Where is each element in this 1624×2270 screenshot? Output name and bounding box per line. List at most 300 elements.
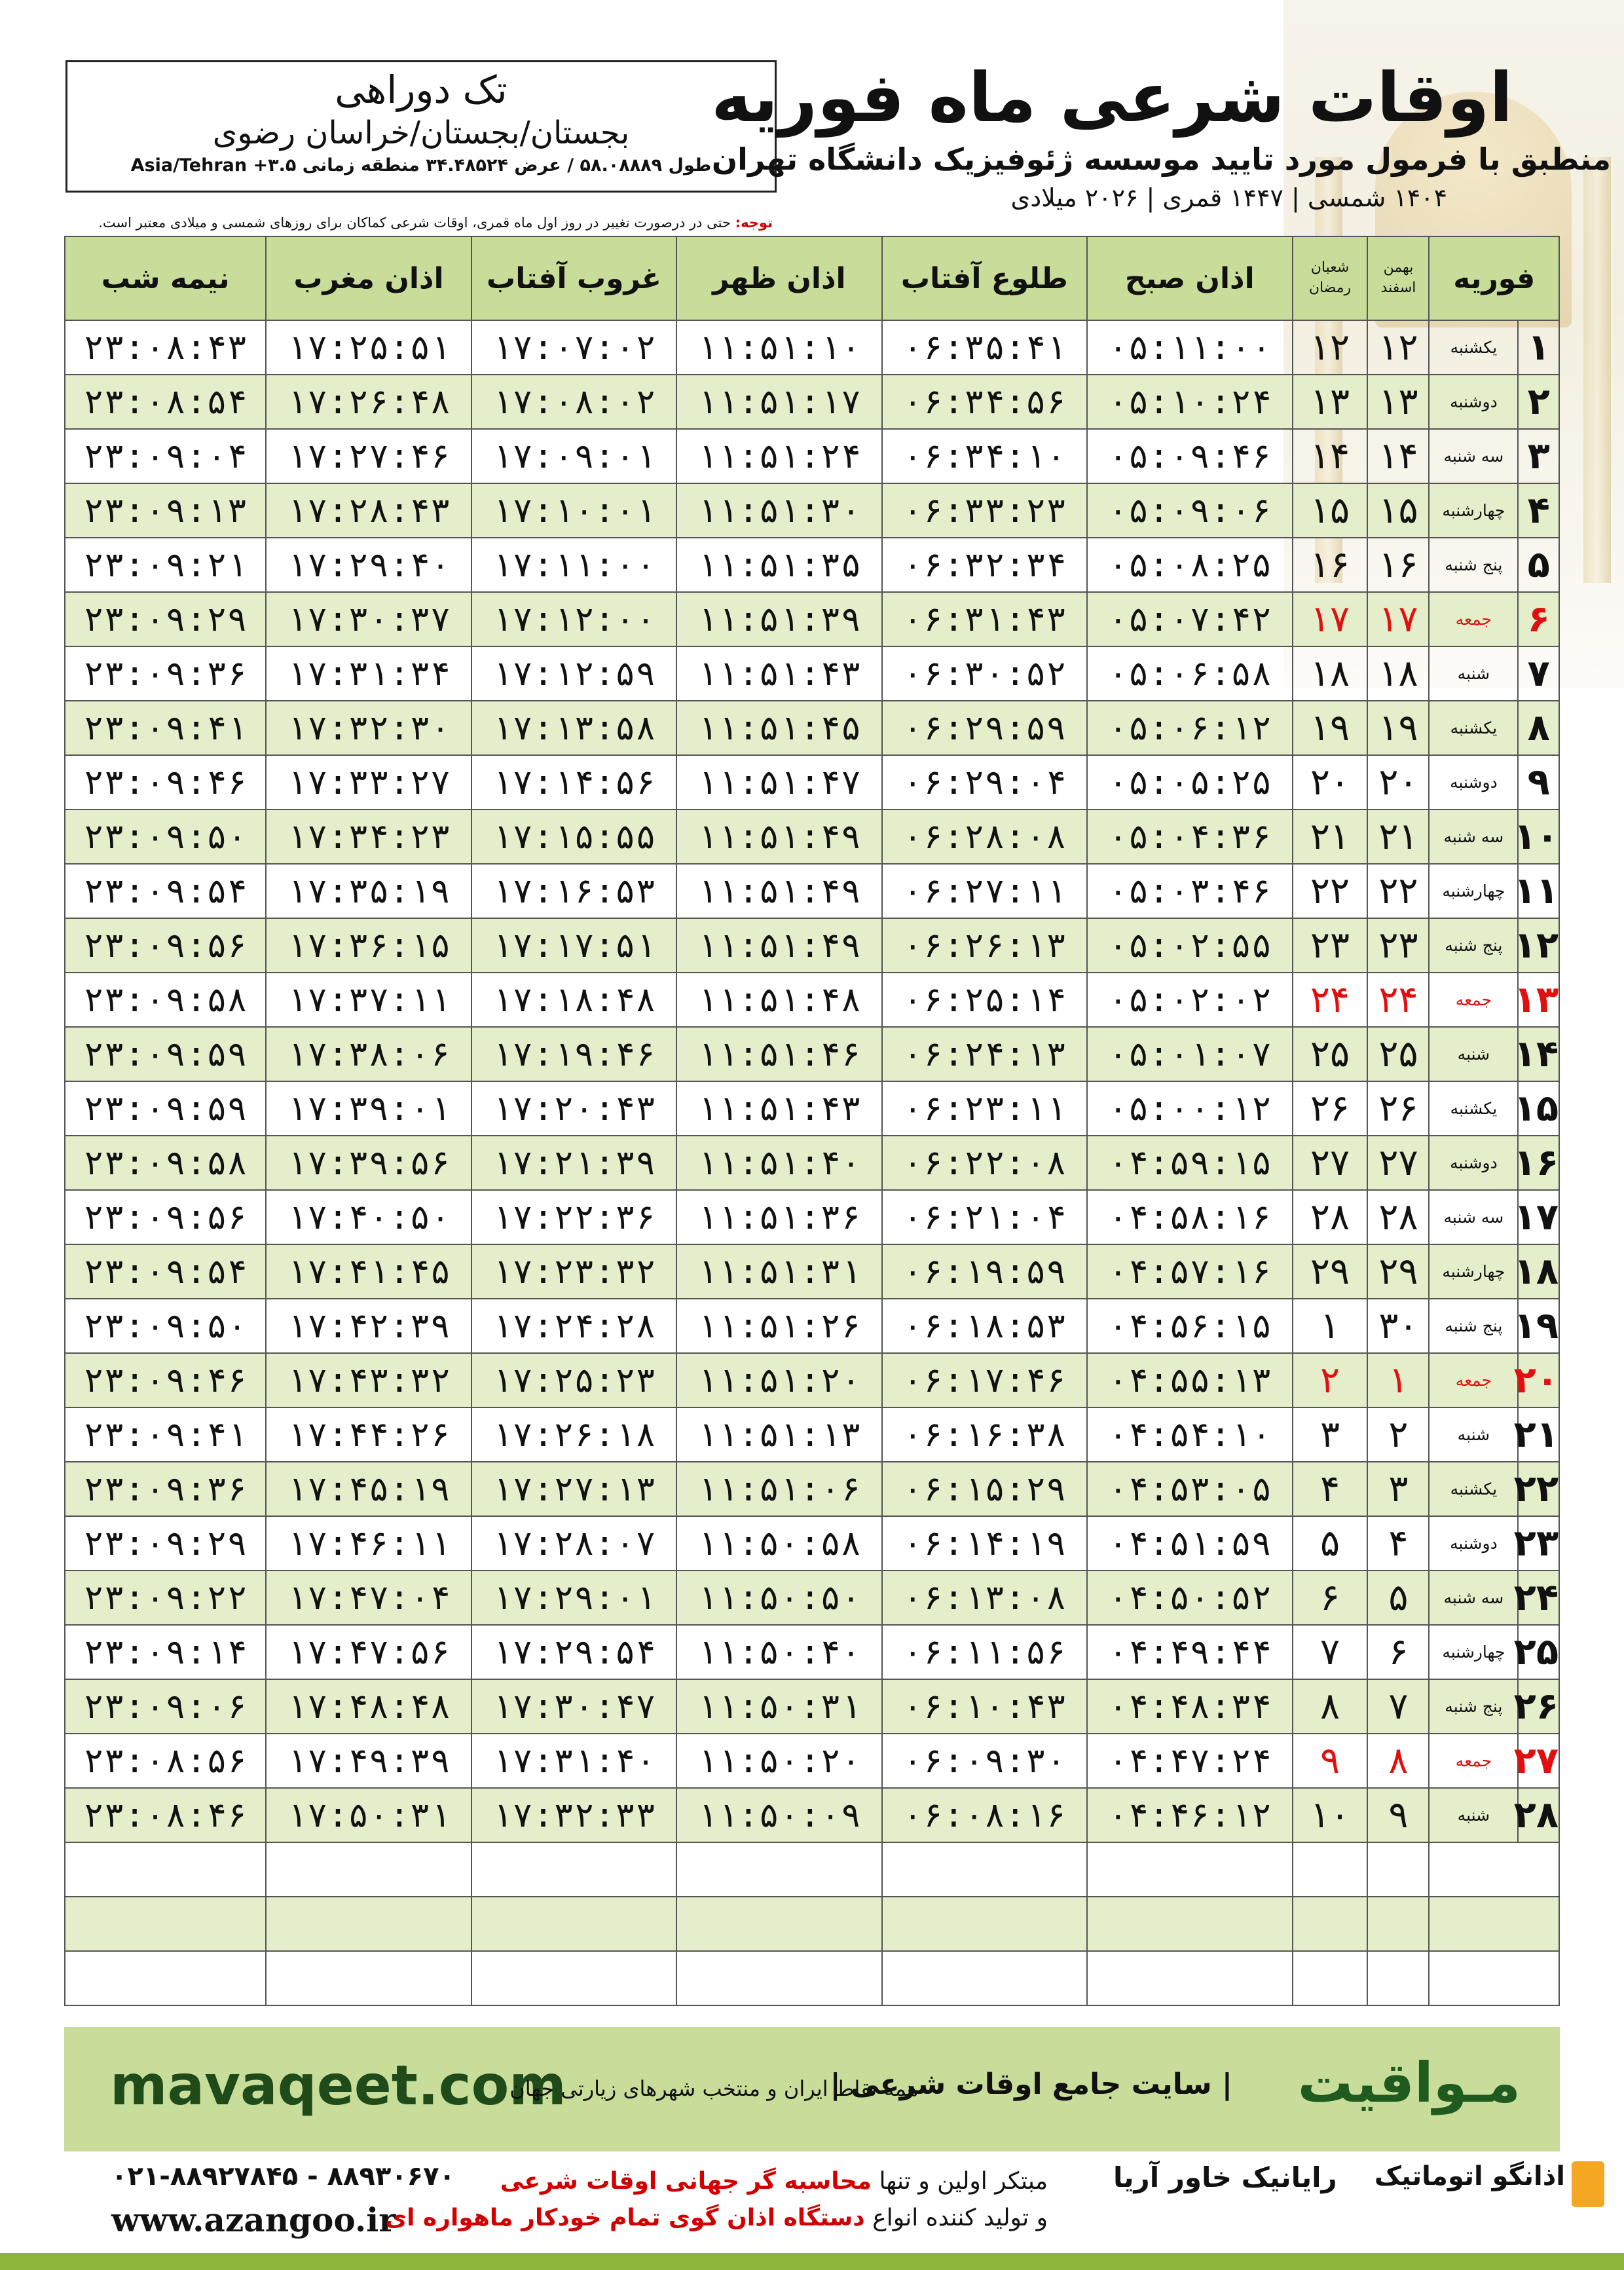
empty-cell (471, 1897, 676, 1951)
empty-cell (1087, 1842, 1292, 1897)
table-row (65, 1625, 1559, 1679)
lunar-day: ۲۱ (1293, 809, 1368, 864)
page-title: اوقات شرعی ماه فوریه (711, 58, 1513, 138)
lunar-day: ۲۰ (1293, 755, 1368, 809)
maghrib-time: ۱۷:۲۹:۴۰ (266, 538, 471, 592)
empty-cell (676, 1842, 881, 1897)
sunrise-time: ۰۶:۳۴:۱۰ (882, 429, 1087, 483)
bottom-strip (0, 2253, 1624, 2270)
lunar-day: ۱۷ (1293, 592, 1368, 646)
header-dhuhr: اذان ظهر (676, 236, 881, 320)
fajr-time: ۰۵:۰۹:۰۶ (1087, 483, 1292, 538)
fajr-time: ۰۵:۱۱:۰۰ (1087, 320, 1292, 375)
maghrib-time: ۱۷:۳۹:۰۱ (266, 1081, 471, 1136)
weekday: یکشنبه (1429, 320, 1518, 375)
table-row (65, 701, 1559, 755)
lunar-day: ۳ (1293, 1407, 1368, 1462)
sunrise-time: ۰۶:۲۱:۰۴ (882, 1190, 1087, 1244)
table-row (65, 1353, 1559, 1407)
empty-row (65, 1842, 1559, 1897)
solar-day: ۱۴ (1367, 429, 1429, 483)
header-maghrib: اذان مغرب (266, 236, 471, 320)
sunrise-time: ۰۶:۱۰:۴۳ (882, 1679, 1087, 1734)
fajr-time: ۰۵:۰۰:۱۲ (1087, 1081, 1292, 1136)
day-number: ۱۰ (1518, 809, 1559, 864)
maghrib-time: ۱۷:۳۲:۳۰ (266, 701, 471, 755)
weekday: جمعه (1429, 973, 1518, 1027)
phone-numbers: ۰۲۱-۸۸۹۲۷۸۴۵ - ۸۸۹۳۰۶۷۰ (111, 2161, 455, 2191)
lunar-day: ۲۵ (1293, 1027, 1368, 1081)
dhuhr-time: ۱۱:۵۱:۲۴ (676, 429, 881, 483)
day-number: ۹ (1518, 755, 1559, 809)
sunset-time: ۱۷:۳۱:۴۰ (471, 1734, 676, 1788)
sunset-time: ۱۷:۱۴:۵۶ (471, 755, 676, 809)
table-row (65, 1244, 1559, 1299)
day-number: ۲۲ (1518, 1462, 1559, 1516)
day-number: ۷ (1518, 646, 1559, 701)
maghrib-time: ۱۷:۴۹:۳۹ (266, 1734, 471, 1788)
midnight-time: ۲۳:۰۹:۰۶ (65, 1679, 266, 1734)
table-row (65, 1462, 1559, 1516)
lunar-day: ۲۶ (1293, 1081, 1368, 1136)
empty-cell (471, 1951, 676, 2005)
lunar-day: ۲۲ (1293, 864, 1368, 918)
weekday: سه شنبه (1429, 809, 1518, 864)
calendar-years: ۱۴۰۴ شمسی | ۱۴۴۷ قمری | ۲۰۲۶ میلادی (1010, 183, 1447, 212)
solar-day: ۷ (1367, 1679, 1429, 1734)
weekday: شنبه (1429, 646, 1518, 701)
midnight-time: ۲۳:۰۸:۴۶ (65, 1788, 266, 1842)
site-url[interactable]: mavaqeet.com (110, 2053, 566, 2117)
empty-cell (1087, 1897, 1292, 1951)
sunrise-time: ۰۶:۲۳:۱۱ (882, 1081, 1087, 1136)
lunar-day: ۱۴ (1293, 429, 1368, 483)
sunrise-time: ۰۶:۲۸:۰۸ (882, 809, 1087, 864)
lunar-day: ۲۳ (1293, 918, 1368, 973)
weekday: شنبه (1429, 1407, 1518, 1462)
empty-cell (1293, 1951, 1368, 2005)
sunrise-time: ۰۶:۲۶:۱۳ (882, 918, 1087, 973)
empty-cell (676, 1951, 881, 2005)
dhuhr-time: ۱۱:۵۱:۰۶ (676, 1462, 881, 1516)
maghrib-time: ۱۷:۲۸:۴۳ (266, 483, 471, 538)
day-number: ۵ (1518, 538, 1559, 592)
day-number: ۲۱ (1518, 1407, 1559, 1462)
solar-day: ۱ (1367, 1353, 1429, 1407)
fajr-time: ۰۴:۵۳:۰۵ (1087, 1462, 1292, 1516)
empty-cell (65, 1897, 266, 1951)
maghrib-time: ۱۷:۳۳:۲۷ (266, 755, 471, 809)
solar-day: ۴ (1367, 1516, 1429, 1571)
midnight-time: ۲۳:۰۹:۰۴ (65, 429, 266, 483)
solar-day: ۱۳ (1367, 375, 1429, 429)
midnight-time: ۲۳:۰۹:۵۴ (65, 1244, 266, 1299)
maghrib-time: ۱۷:۲۷:۴۶ (266, 429, 471, 483)
dhuhr-time: ۱۱:۵۱:۳۱ (676, 1244, 881, 1299)
weekday: جمعه (1429, 592, 1518, 646)
sunset-time: ۱۷:۱۰:۰۱ (471, 483, 676, 538)
sunset-time: ۱۷:۲۷:۱۳ (471, 1462, 676, 1516)
midnight-time: ۲۳:۰۹:۲۹ (65, 1516, 266, 1571)
lunar-day: ۱۸ (1293, 646, 1368, 701)
sunset-time: ۱۷:۲۸:۰۷ (471, 1516, 676, 1571)
sunrise-time: ۰۶:۲۹:۵۹ (882, 701, 1087, 755)
dhuhr-time: ۱۱:۵۱:۳۵ (676, 538, 881, 592)
fajr-time: ۰۵:۰۶:۵۸ (1087, 646, 1292, 701)
solar-day: ۹ (1367, 1788, 1429, 1842)
sunset-time: ۱۷:۱۵:۵۵ (471, 809, 676, 864)
lunar-day: ۴ (1293, 1462, 1368, 1516)
sunset-time: ۱۷:۲۵:۲۳ (471, 1353, 676, 1407)
midnight-time: ۲۳:۰۹:۵۶ (65, 1190, 266, 1244)
day-number: ۲۴ (1518, 1571, 1559, 1625)
maghrib-time: ۱۷:۴۷:۰۴ (266, 1571, 471, 1625)
fajr-time: ۰۵:۰۸:۲۵ (1087, 538, 1292, 592)
empty-cell (1429, 1897, 1559, 1951)
sunrise-time: ۰۶:۳۵:۴۱ (882, 320, 1087, 375)
empty-cell (65, 1951, 266, 2005)
maghrib-time: ۱۷:۲۶:۴۸ (266, 375, 471, 429)
fajr-time: ۰۵:۰۵:۲۵ (1087, 755, 1292, 809)
dhuhr-time: ۱۱:۵۱:۴۶ (676, 1027, 881, 1081)
lunar-day: ۱۶ (1293, 538, 1368, 592)
weekday: سه شنبه (1429, 1571, 1518, 1625)
lunar-day: ۱۵ (1293, 483, 1368, 538)
day-number: ۱۴ (1518, 1027, 1559, 1081)
sunset-time: ۱۷:۲۹:۰۱ (471, 1571, 676, 1625)
dhuhr-time: ۱۱:۵۱:۱۰ (676, 320, 881, 375)
weekday: یکشنبه (1429, 1462, 1518, 1516)
solar-day: ۲۴ (1367, 973, 1429, 1027)
solar-day: ۱۲ (1367, 320, 1429, 375)
maghrib-time: ۱۷:۴۴:۲۶ (266, 1407, 471, 1462)
lunar-day: ۷ (1293, 1625, 1368, 1679)
dhuhr-time: ۱۱:۵۰:۵۰ (676, 1571, 881, 1625)
solar-day: ۲۷ (1367, 1136, 1429, 1190)
day-number: ۲۶ (1518, 1679, 1559, 1734)
dhuhr-time: ۱۱:۵۱:۳۹ (676, 592, 881, 646)
midnight-time: ۲۳:۰۹:۵۰ (65, 809, 266, 864)
sunset-time: ۱۷:۲۱:۳۹ (471, 1136, 676, 1190)
weekday: چهارشنبه (1429, 864, 1518, 918)
header-month: فوریه (1429, 236, 1559, 320)
solar-day: ۲ (1367, 1407, 1429, 1462)
fajr-time: ۰۵:۰۳:۴۶ (1087, 864, 1292, 918)
empty-cell (1367, 1897, 1429, 1951)
maghrib-time: ۱۷:۳۴:۲۳ (266, 809, 471, 864)
solar-day: ۲۵ (1367, 1027, 1429, 1081)
table-row (65, 1190, 1559, 1244)
maghrib-time: ۱۷:۳۵:۱۹ (266, 864, 471, 918)
fajr-time: ۰۴:۵۵:۱۳ (1087, 1353, 1292, 1407)
midnight-time: ۲۳:۰۹:۱۴ (65, 1625, 266, 1679)
dhuhr-time: ۱۱:۵۱:۲۰ (676, 1353, 881, 1407)
weekday: یکشنبه (1429, 701, 1518, 755)
midnight-time: ۲۳:۰۹:۵۶ (65, 918, 266, 973)
solar-day: ۵ (1367, 1571, 1429, 1625)
table-row (65, 320, 1559, 375)
dhuhr-time: ۱۱:۵۱:۳۰ (676, 483, 881, 538)
brand-name: مـواقیت (1297, 2051, 1521, 2115)
maghrib-time: ۱۷:۴۵:۱۹ (266, 1462, 471, 1516)
table-row (65, 1734, 1559, 1788)
fajr-time: ۰۴:۵۶:۱۵ (1087, 1299, 1292, 1353)
maghrib-time: ۱۷:۴۸:۴۸ (266, 1679, 471, 1734)
empty-cell (1293, 1842, 1368, 1897)
maghrib-time: ۱۷:۲۵:۵۱ (266, 320, 471, 375)
lunar-day: ۲ (1293, 1353, 1368, 1407)
brand-description: همه نقاط ایران و منتخب شهرهای زیارتی جهان (509, 2076, 918, 2101)
sunset-time: ۱۷:۲۳:۳۲ (471, 1244, 676, 1299)
solar-day: ۲۹ (1367, 1244, 1429, 1299)
dhuhr-time: ۱۱:۵۰:۲۰ (676, 1734, 881, 1788)
solar-day: ۳۰ (1367, 1299, 1429, 1353)
sunrise-time: ۰۶:۳۱:۴۳ (882, 592, 1087, 646)
solar-day: ۶ (1367, 1625, 1429, 1679)
rayanik-logo: رایانیک خاور آریا (1113, 2161, 1337, 2193)
note-text: حتی در درصورت تغییر در روز اول ماه قمری، اوقات شرعی کماکان برای روزهای شمسی و میلادی معتبر است. (98, 215, 731, 231)
minaret-image (1583, 157, 1611, 583)
table-row (65, 1788, 1559, 1842)
header-midnight: نیمه شب (65, 236, 266, 320)
maghrib-time: ۱۷:۴۱:۴۵ (266, 1244, 471, 1299)
table-row (65, 1027, 1559, 1081)
location-box (65, 60, 777, 193)
dhuhr-time: ۱۱:۵۱:۱۷ (676, 375, 881, 429)
coordinates: طول ۵۸.۰۸۸۸۹ / عرض ۳۴.۴۸۵۲۴ منطقه زمانی ۳.۵+ Asia/Tehran (130, 155, 712, 176)
solar-day: ۲۶ (1367, 1081, 1429, 1136)
header-lunar: شعبان رمضان (1293, 236, 1368, 320)
midnight-time: ۲۳:۰۹:۵۰ (65, 1299, 266, 1353)
azangoo-url[interactable]: www.azangoo.ir (111, 2201, 396, 2239)
table-row (65, 1081, 1559, 1136)
solar-day: ۱۵ (1367, 483, 1429, 538)
empty-cell (1429, 1951, 1559, 2005)
day-number: ۲ (1518, 375, 1559, 429)
header-sunrise: طلوع آفتاب (882, 236, 1087, 320)
empty-cell (266, 1951, 471, 2005)
table-header (65, 236, 1559, 320)
table-row (65, 755, 1559, 809)
dhuhr-time: ۱۱:۵۱:۴۰ (676, 1136, 881, 1190)
midnight-time: ۲۳:۰۹:۴۱ (65, 1407, 266, 1462)
lunar-day: ۲۸ (1293, 1190, 1368, 1244)
sunrise-time: ۰۶:۲۲:۰۸ (882, 1136, 1087, 1190)
sunset-time: ۱۷:۱۱:۰۰ (471, 538, 676, 592)
solar-day: ۱۸ (1367, 646, 1429, 701)
solar-day: ۱۷ (1367, 592, 1429, 646)
fajr-time: ۰۴:۴۸:۳۴ (1087, 1679, 1292, 1734)
weekday: سه شنبه (1429, 429, 1518, 483)
sunrise-time: ۰۶:۱۸:۵۳ (882, 1299, 1087, 1353)
sunset-time: ۱۷:۱۲:۵۹ (471, 646, 676, 701)
midnight-time: ۲۳:۰۹:۲۹ (65, 592, 266, 646)
dhuhr-time: ۱۱:۵۱:۴۹ (676, 864, 881, 918)
table-row (65, 809, 1559, 864)
midnight-time: ۲۳:۰۸:۵۴ (65, 375, 266, 429)
table-row (65, 1136, 1559, 1190)
fajr-time: ۰۵:۰۴:۳۶ (1087, 809, 1292, 864)
weekday: پنج شنبه (1429, 1299, 1518, 1353)
lunar-day: ۱۳ (1293, 375, 1368, 429)
lunar-day: ۱۰ (1293, 1788, 1368, 1842)
midnight-time: ۲۳:۰۸:۴۳ (65, 320, 266, 375)
midnight-time: ۲۳:۰۹:۴۱ (65, 701, 266, 755)
dhuhr-time: ۱۱:۵۱:۴۷ (676, 755, 881, 809)
table-row (65, 429, 1559, 483)
table-body (65, 320, 1559, 2005)
day-number: ۲۸ (1518, 1788, 1559, 1842)
fajr-time: ۰۵:۰۱:۰۷ (1087, 1027, 1292, 1081)
about-1-highlight: محاسبه گر جهانی اوقات شرعی (500, 2168, 872, 2195)
fajr-time: ۰۵:۰۶:۱۲ (1087, 701, 1292, 755)
solar-day: ۱۶ (1367, 538, 1429, 592)
sunset-time: ۱۷:۱۷:۵۱ (471, 918, 676, 973)
table-row (65, 1407, 1559, 1462)
dhuhr-time: ۱۱:۵۱:۴۹ (676, 809, 881, 864)
dhuhr-time: ۱۱:۵۱:۴۳ (676, 646, 881, 701)
sunset-time: ۱۷:۱۶:۵۳ (471, 864, 676, 918)
fajr-time: ۰۴:۵۴:۱۰ (1087, 1407, 1292, 1462)
weekday: دوشنبه (1429, 375, 1518, 429)
solar-day: ۸ (1367, 1734, 1429, 1788)
lunar-day: ۲۹ (1293, 1244, 1368, 1299)
sunrise-time: ۰۶:۳۲:۳۴ (882, 538, 1087, 592)
empty-row (65, 1897, 1559, 1951)
fajr-time: ۰۵:۰۲:۵۵ (1087, 918, 1292, 973)
header-fajr: اذان صبح (1087, 236, 1292, 320)
sunrise-time: ۰۶:۱۵:۲۹ (882, 1462, 1087, 1516)
dhuhr-time: ۱۱:۵۰:۳۱ (676, 1679, 881, 1734)
midnight-time: ۲۳:۰۹:۱۳ (65, 483, 266, 538)
page-subtitle: منطبق با فرمول مورد تایید موسسه ژئوفیزیک دانشگاه تهران (711, 141, 1611, 177)
solar-day: ۳ (1367, 1462, 1429, 1516)
table-row (65, 646, 1559, 701)
lunar-day: ۹ (1293, 1734, 1368, 1788)
fajr-time: ۰۵:۰۷:۴۲ (1087, 592, 1292, 646)
dhuhr-time: ۱۱:۵۱:۴۵ (676, 701, 881, 755)
day-number: ۱ (1518, 320, 1559, 375)
midnight-time: ۲۳:۰۹:۳۶ (65, 646, 266, 701)
prayer-times-table (64, 236, 1560, 2006)
dhuhr-time: ۱۱:۵۱:۴۳ (676, 1081, 881, 1136)
maghrib-time: ۱۷:۳۰:۳۷ (266, 592, 471, 646)
maghrib-time: ۱۷:۳۶:۱۵ (266, 918, 471, 973)
day-number: ۱۵ (1518, 1081, 1559, 1136)
dhuhr-time: ۱۱:۵۱:۲۶ (676, 1299, 881, 1353)
day-number: ۶ (1518, 592, 1559, 646)
region-name: بجستان/بجستان/خراسان رضوی (212, 115, 630, 151)
sunrise-time: ۰۶:۲۹:۰۴ (882, 755, 1087, 809)
lunar-day: ۲۷ (1293, 1136, 1368, 1190)
day-number: ۱۶ (1518, 1136, 1559, 1190)
maghrib-time: ۱۷:۴۲:۳۹ (266, 1299, 471, 1353)
maghrib-time: ۱۷:۴۳:۳۲ (266, 1353, 471, 1407)
about-2-highlight: دستگاه اذان گوی تمام خودکار ماهواره ای (385, 2205, 865, 2231)
lunar-day: ۸ (1293, 1679, 1368, 1734)
weekday: چهارشنبه (1429, 1625, 1518, 1679)
weekday: دوشنبه (1429, 755, 1518, 809)
lunar-day: ۱ (1293, 1299, 1368, 1353)
sunset-time: ۱۷:۰۸:۰۲ (471, 375, 676, 429)
maghrib-time: ۱۷:۳۸:۰۶ (266, 1027, 471, 1081)
sunrise-time: ۰۶:۱۱:۵۶ (882, 1625, 1087, 1679)
fajr-time: ۰۴:۴۹:۴۴ (1087, 1625, 1292, 1679)
about-2-text: و تولید کننده انواع (864, 2205, 1048, 2231)
sunset-time: ۱۷:۰۷:۰۲ (471, 320, 676, 375)
table-row (65, 918, 1559, 973)
solar-day: ۲۸ (1367, 1190, 1429, 1244)
dhuhr-time: ۱۱:۵۱:۴۹ (676, 918, 881, 973)
table-row (65, 538, 1559, 592)
maghrib-time: ۱۷:۵۰:۳۱ (266, 1788, 471, 1842)
sunrise-time: ۰۶:۳۴:۵۶ (882, 375, 1087, 429)
weekday: دوشنبه (1429, 1516, 1518, 1571)
solar-day: ۲۳ (1367, 918, 1429, 973)
sunrise-time: ۰۶:۳۰:۵۲ (882, 646, 1087, 701)
weekday: چهارشنبه (1429, 1244, 1518, 1299)
maghrib-time: ۱۷:۴۰:۵۰ (266, 1190, 471, 1244)
weekday: دوشنبه (1429, 1136, 1518, 1190)
empty-cell (882, 1951, 1087, 2005)
dhuhr-time: ۱۱:۵۱:۱۳ (676, 1407, 881, 1462)
midnight-time: ۲۳:۰۹:۵۹ (65, 1081, 266, 1136)
table-row (65, 1299, 1559, 1353)
day-number: ۱۹ (1518, 1299, 1559, 1353)
day-number: ۲۳ (1518, 1516, 1559, 1571)
header-sunset: غروب آفتاب (471, 236, 676, 320)
maghrib-time: ۱۷:۴۷:۵۶ (266, 1625, 471, 1679)
footer-banner (64, 2027, 1560, 2151)
fajr-time: ۰۵:۰۹:۴۶ (1087, 429, 1292, 483)
sunset-time: ۱۷:۰۹:۰۱ (471, 429, 676, 483)
sunset-time: ۱۷:۱۳:۵۸ (471, 701, 676, 755)
sunset-time: ۱۷:۳۲:۳۳ (471, 1788, 676, 1842)
solar-day: ۲۰ (1367, 755, 1429, 809)
azangoo-logo-icon (1572, 2161, 1604, 2207)
note (98, 215, 773, 231)
sunset-time: ۱۷:۱۲:۰۰ (471, 592, 676, 646)
sunset-time: ۱۷:۲۴:۲۸ (471, 1299, 676, 1353)
sunrise-time: ۰۶:۲۷:۱۱ (882, 864, 1087, 918)
lunar-day: ۵ (1293, 1516, 1368, 1571)
day-number: ۲۵ (1518, 1625, 1559, 1679)
sunrise-time: ۰۶:۱۷:۴۶ (882, 1353, 1087, 1407)
day-number: ۸ (1518, 701, 1559, 755)
day-number: ۳ (1518, 429, 1559, 483)
sunset-time: ۱۷:۱۹:۴۶ (471, 1027, 676, 1081)
empty-cell (882, 1897, 1087, 1951)
fajr-time: ۰۴:۴۶:۱۲ (1087, 1788, 1292, 1842)
sunrise-time: ۰۶:۱۹:۵۹ (882, 1244, 1087, 1299)
fajr-time: ۰۴:۵۰:۵۲ (1087, 1571, 1292, 1625)
midnight-time: ۲۳:۰۹:۴۶ (65, 1353, 266, 1407)
empty-cell (65, 1842, 266, 1897)
day-number: ۱۸ (1518, 1244, 1559, 1299)
midnight-time: ۲۳:۰۹:۵۸ (65, 1136, 266, 1190)
sunset-time: ۱۷:۲۲:۳۶ (471, 1190, 676, 1244)
solar-day: ۲۲ (1367, 864, 1429, 918)
day-number: ۱۲ (1518, 918, 1559, 973)
about-line-1 (500, 2168, 1048, 2195)
sunrise-time: ۰۶:۲۵:۱۴ (882, 973, 1087, 1027)
weekday: چهارشنبه (1429, 483, 1518, 538)
midnight-time: ۲۳:۰۹:۵۹ (65, 1027, 266, 1081)
midnight-time: ۲۳:۰۹:۴۶ (65, 755, 266, 809)
empty-cell (471, 1842, 676, 1897)
azangoo-logo: اذانگو اتوماتیک (1374, 2161, 1565, 2191)
table-row (65, 864, 1559, 918)
